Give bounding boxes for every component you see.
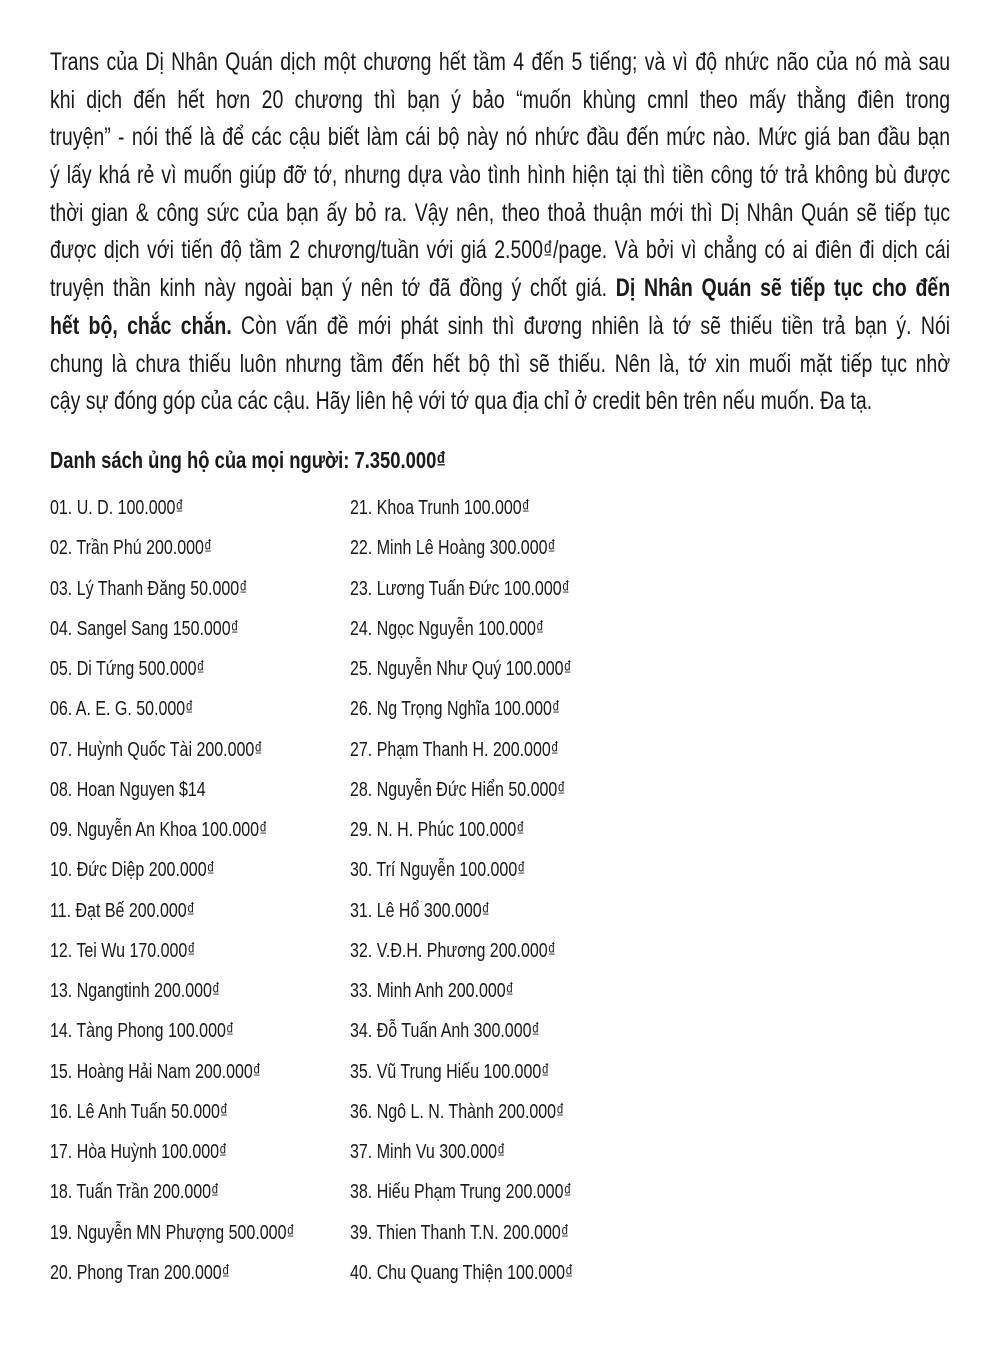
donor-entry: 13. Ngangtinh 200.000₫ <box>50 980 221 1002</box>
paragraph-line <box>50 232 950 270</box>
donor-entry: 32. V.Đ.H. Phương 200.000₫ <box>350 939 556 962</box>
text-segment: Còn vấn đề mới phát sinh thì đương nhiên là tớ sẽ thiếu tiền trả bạn ý. Nói <box>231 311 951 340</box>
paragraph-line <box>50 308 950 346</box>
donor-entry: 39. Thien Thanh T.N. 200.000₫ <box>350 1221 570 1244</box>
text-segment: cậy sự đóng góp của các cậu. Hãy liên hệ với tớ qua địa chỉ ở credit bên trên nếu muốn. Đa tạ. <box>50 387 873 416</box>
donor-entry: 16. Lê Anh Tuấn 50.000₫ <box>50 1100 229 1123</box>
paragraph-line <box>50 119 950 157</box>
donor-entry: 26. Ng Trọng Nghĩa 100.000₫ <box>350 698 561 721</box>
donor-entry: 23. Lương Tuấn Đức 100.000₫ <box>350 577 570 600</box>
paragraph-line <box>50 44 950 82</box>
paragraph-line <box>50 82 950 120</box>
donor-entry: 17. Hòa Huỳnh 100.000₫ <box>50 1141 228 1163</box>
text-segment: truyện thần kinh này ngoài bạn ý nên tớ đã đồng ý chốt giá. <box>50 274 616 303</box>
donor-entry: 33. Minh Anh 200.000₫ <box>350 980 514 1002</box>
donor-entry: 15. Hoàng Hải Nam 200.000₫ <box>50 1060 262 1083</box>
paragraph-line <box>50 383 950 421</box>
donor-list-right-column <box>350 493 750 1298</box>
donor-entry: 27. Phạm Thanh H. 200.000₫ <box>350 738 559 761</box>
donor-entry: 05. Di Tứng 500.000₫ <box>50 658 205 680</box>
donor-entry: 08. Hoan Nguyen $14 <box>50 778 206 801</box>
donor-entry: 04. Sangel Sang 150.000₫ <box>50 617 239 640</box>
text-segment: được dịch với tiến độ tầm 2 chương/tuần với giá 2.500₫/page. Và bởi vì chẳng có ai điên đi dịch cái <box>50 236 951 265</box>
donor-entry: 34. Đỗ Tuấn Anh 300.000₫ <box>350 1020 540 1043</box>
donor-entry: 06. A. E. G. 50.000₫ <box>50 698 194 721</box>
donor-entry: 31. Lê Hổ 300.000₫ <box>350 899 490 922</box>
donor-entry: 18. Tuấn Trần 200.000₫ <box>50 1181 220 1204</box>
announcement-paragraph <box>50 44 950 421</box>
text-segment: thời gian & công sức của bạn ấy bỏ ra. Vậy nên, theo thoả thuận mới thì Dị Nhân Quán sẽ tiếp tục <box>50 198 951 227</box>
donor-entry: 28. Nguyễn Đức Hiển 50.000₫ <box>350 778 566 801</box>
donor-entry: 11. Đạt Bế 200.000₫ <box>50 899 195 922</box>
paragraph-line <box>50 195 950 233</box>
donor-entry: 30. Trí Nguyễn 100.000₫ <box>350 859 526 882</box>
donor-entry: 20. Phong Tran 200.000₫ <box>50 1261 230 1284</box>
donor-entry: 25. Nguyễn Như Quý 100.000₫ <box>350 658 572 680</box>
donor-entry: 37. Minh Vu 300.000₫ <box>350 1141 506 1163</box>
donor-entry: 03. Lý Thanh Đăng 50.000₫ <box>50 577 248 600</box>
text-segment: truyện” - nói thế là để các cậu biết làm cái bộ này nó nhức đầu đến mức nào. Mức giá ban đầu bạn <box>50 123 951 152</box>
donor-entry: 22. Minh Lê Hoàng 300.000₫ <box>350 537 556 560</box>
donor-entry: 14. Tàng Phong 100.000₫ <box>50 1020 235 1043</box>
donor-entry: 09. Nguyễn An Khoa 100.000₫ <box>50 819 268 841</box>
paragraph-line <box>50 270 950 308</box>
donor-entry: 10. Đức Diệp 200.000₫ <box>50 859 215 882</box>
donor-entry: 40. Chu Quang Thiện 100.000₫ <box>350 1261 574 1284</box>
donor-entry: 19. Nguyễn MN Phượng 500.000₫ <box>50 1221 295 1244</box>
donor-entry: 02. Trần Phú 200.000₫ <box>50 537 213 560</box>
paragraph-line <box>50 346 950 384</box>
donor-entry: 38. Hiếu Phạm Trung 200.000₫ <box>350 1181 572 1204</box>
donor-entry: 24. Ngọc Nguyễn 100.000₫ <box>350 617 545 640</box>
donor-entry: 29. N. H. Phúc 100.000₫ <box>350 819 525 841</box>
bold-emphasis-text: Dị Nhân Quán sẽ tiếp tục cho đến <box>615 274 951 303</box>
paragraph-line <box>50 157 950 195</box>
text-segment: chung là chưa thiếu luôn nhưng tầm đến hết bộ thì sẽ thiếu. Nên là, tớ xin muối mặt tiếp tục nhờ <box>50 349 951 378</box>
donor-entry: 01. U. D. 100.000₫ <box>50 497 184 519</box>
donor-entry: 12. Tei Wu 170.000₫ <box>50 939 196 962</box>
donor-entry: 36. Ngô L. N. Thành 200.000₫ <box>350 1100 565 1123</box>
bold-emphasis-text: hết bộ, chắc chắn. <box>50 311 232 340</box>
donation-list-heading: Danh sách ủng hộ của mọi người: 7.350.000₫ <box>50 447 446 473</box>
donor-entry: 07. Huỳnh Quốc Tài 200.000₫ <box>50 738 263 761</box>
text-segment: Trans của Dị Nhân Quán dịch một chương hết tầm 4 đến 5 tiếng; và vì độ nhức não của nó mà sau <box>50 48 951 76</box>
text-segment: khi dịch đến hết hơn 20 chương thì bạn ý bảo “muốn khùng cmnl theo mấy thằng điên trong <box>50 85 951 114</box>
donor-entry: 35. Vũ Trung Hiếu 100.000₫ <box>350 1060 550 1083</box>
text-segment: ý lấy khá rẻ vì muốn giúp đỡ tớ, nhưng dựa vào tình hình hiện tại thì tiền công tớ trả không bù được <box>50 161 951 190</box>
donor-entry: 21. Khoa Trunh 100.000₫ <box>350 497 530 519</box>
